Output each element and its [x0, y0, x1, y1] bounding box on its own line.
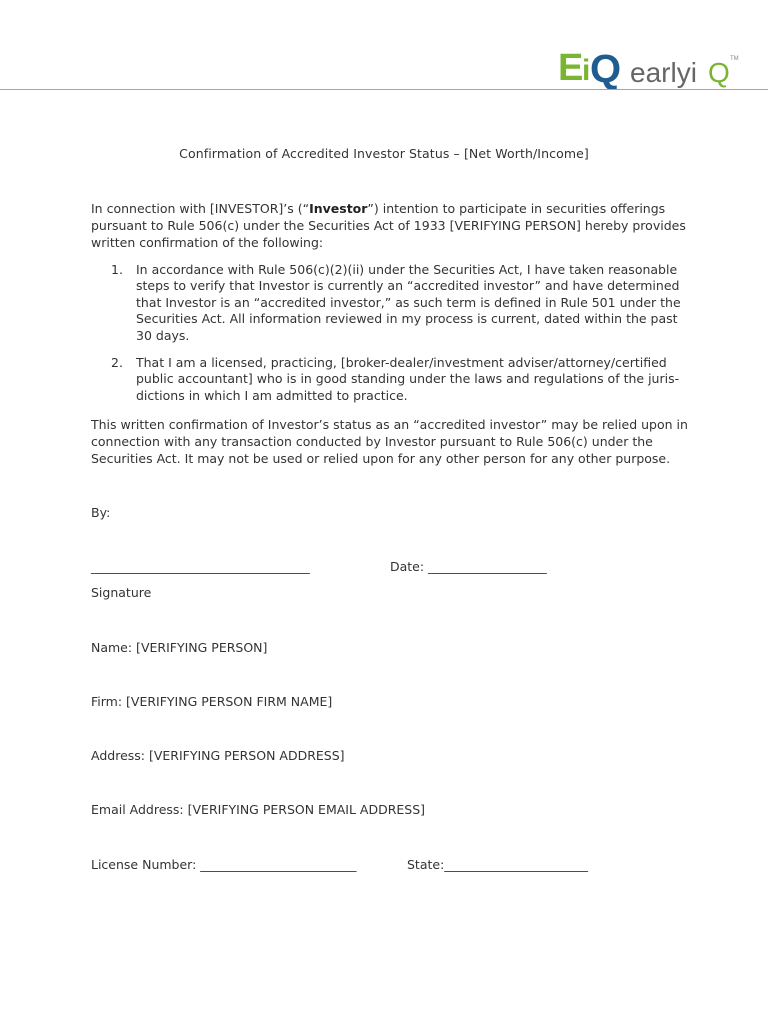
date-field: Date: ___________________: [390, 559, 547, 574]
list-item: [111, 262, 691, 344]
logo-mark-e: E: [558, 47, 584, 89]
logo-mark-q: Q: [590, 47, 622, 91]
reliance-paragraph: This written confirmation of Investor’s status as an “accredited investor” may be relied upon in connection with any transaction conducted by Investor pursuant to Rule 506(c) under the Securities Act. It may not be used or relied upon for any other person for any other purpose.: [91, 417, 688, 466]
license-number-field: License Number: _________________________: [91, 857, 357, 872]
earlyiq-logo: [558, 42, 768, 92]
list-item-number: 1.: [111, 262, 123, 277]
name-field: Name: [VERIFYING PERSON]: [91, 640, 268, 655]
list-item: [111, 355, 691, 404]
numbered-list-item-2: [111, 355, 691, 404]
header-rule: [0, 89, 768, 90]
logo-brand-q: Q: [708, 57, 730, 88]
firm-field: Firm: [VERIFYING PERSON FIRM NAME]: [91, 694, 333, 709]
email-address-field: Email Address: [VERIFYING PERSON EMAIL ADDRESS]: [91, 802, 426, 817]
list-item-text: That I am a licensed, practicing, [broker-dealer/investment adviser/attorney/certified public accountant] who is in good standing under the laws and regulations of the juris-dictions in which I am admitted to practice.: [136, 355, 680, 403]
numbered-list-item-1: [111, 262, 691, 344]
list-item-text: In accordance with Rule 506(c)(2)(ii) under the Securities Act, I have taken reasonable steps to verify that Investor is currently an “accredited investor” and have determined that Investor is an “accredited investor,” as such term is defined in Rule 501 under the Securities Act. All information reviewed in my process is current, dated within the past 30 days.: [136, 262, 681, 343]
signature-line: ___________________________________: [91, 559, 310, 574]
state-field: State:_______________________: [407, 857, 589, 872]
address-field: Address: [VERIFYING PERSON ADDRESS]: [91, 748, 345, 763]
intro-text-before: In connection with [INVESTOR]’s (“: [91, 201, 310, 216]
by-label: By:: [91, 505, 111, 520]
logo-trademark: TM: [730, 56, 739, 62]
intro-paragraph: [91, 201, 691, 251]
intro-text-after: ”) intention to participate in securities offerings pursuant to Rule 506(c) under the Securities Act of 1933 [VERIFYING PERSON] hereby provides written confirmation of the following:: [91, 201, 686, 250]
logo-mark-i: i: [582, 54, 591, 87]
logo-brand-word: earlyi: [630, 57, 697, 88]
earlyiq-logo-graphic: [558, 42, 768, 92]
list-item-number: 2.: [111, 355, 123, 370]
defined-term-investor: Investor: [309, 201, 368, 216]
document-title: Confirmation of Accredited Investor Status – [Net Worth/Income]: [179, 146, 589, 161]
signature-label: Signature: [91, 585, 152, 600]
